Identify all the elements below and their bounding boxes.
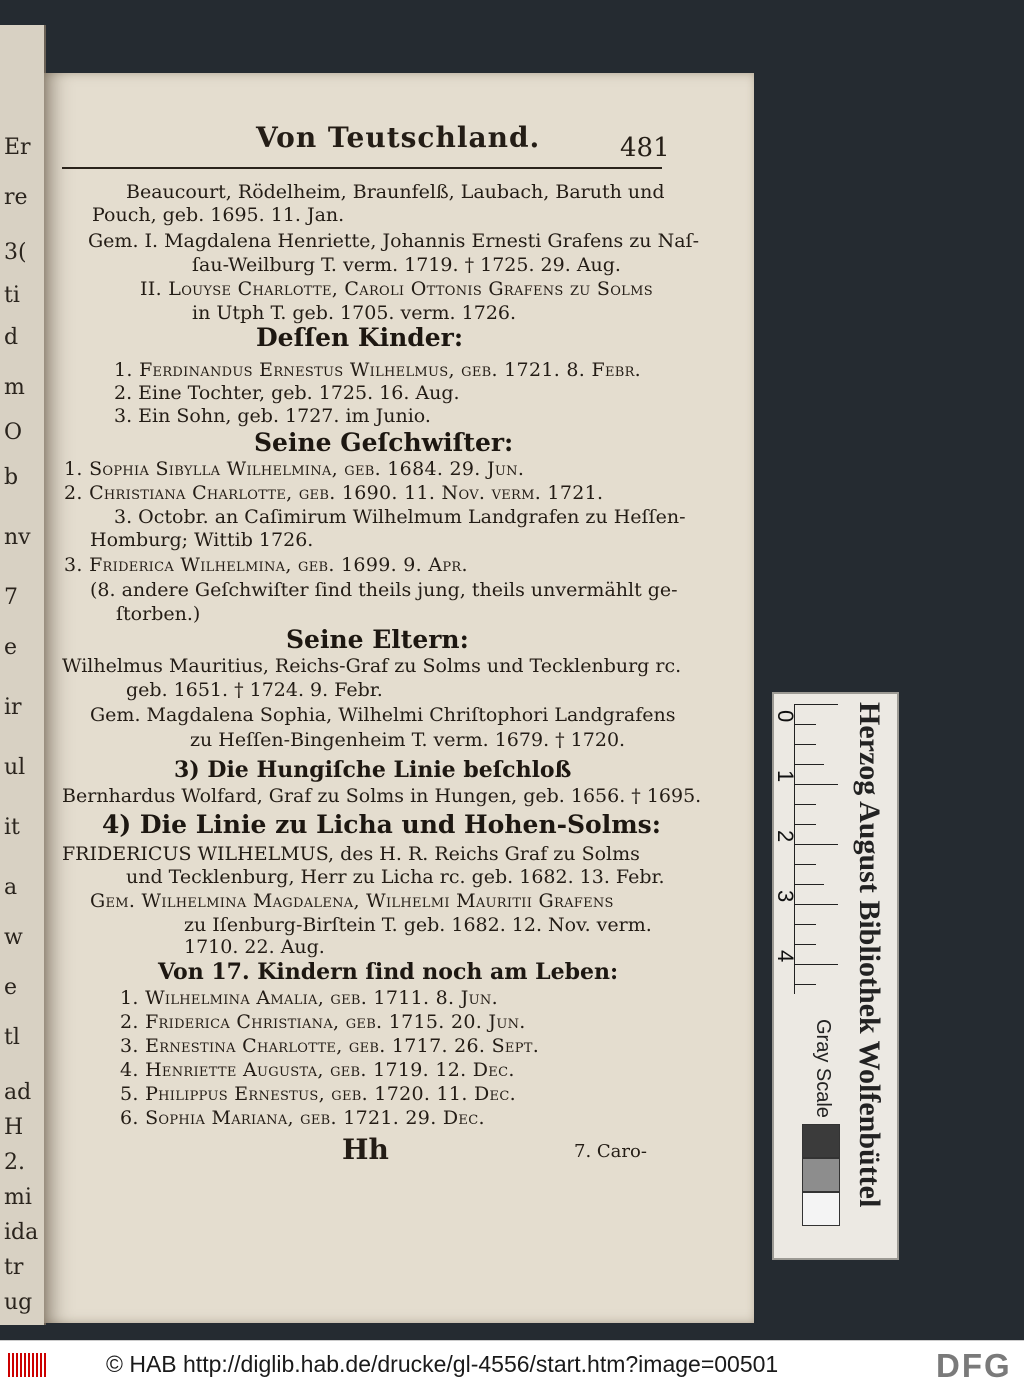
ruler-tick	[794, 764, 824, 765]
prev-page-fragment: b	[4, 465, 19, 490]
ruler-tick	[794, 924, 816, 925]
barcode-logo	[8, 1353, 48, 1377]
text-line: Gem. Magdalena Sophia, Wilhelmi Chriſtophori Landgrafens	[90, 704, 676, 726]
prev-page-fragment: ul	[4, 755, 26, 780]
prev-page-fragment: mi	[4, 1185, 32, 1210]
text-line: 3. Ein Sohn, geb. 1727. im Junio.	[114, 405, 431, 427]
text-line: 5. Philippus Ernestus, geb. 1720. 11. Dec.	[120, 1083, 516, 1105]
ruler-tick	[794, 804, 816, 805]
section-heading: Deſſen Kinder:	[256, 323, 464, 352]
text-line: Wilhelmus Mauritius, Reichs-Graf zu Solms und Tecklenburg rc.	[62, 655, 682, 677]
text-line: 2. Friderica Christiana, geb. 1715. 20. Jun.	[120, 1011, 526, 1033]
scale-ruler	[772, 692, 899, 1260]
text-line: zu Heſſen-Bingenheim T. verm. 1679. † 1720.	[190, 729, 626, 751]
prev-page-fragment: e	[4, 635, 18, 660]
text-line: Gem. I. Magdalena Henriette, Johannis Ernesti Grafens zu Naſ-	[88, 230, 699, 252]
ruler-tick	[794, 784, 838, 785]
prev-page-fragment: a	[4, 875, 18, 900]
section-heading: Seine Geſchwiſter:	[254, 428, 514, 457]
ruler-tick	[794, 864, 816, 865]
text-line: 3. Octobr. an Caſimirum Wilhelmum Landgrafen zu Heſſen-	[114, 506, 686, 528]
prev-page-fragment: ug	[4, 1290, 33, 1315]
text-line: zu Iſenburg-Birſtein T. geb. 1682. 12. Nov. verm.	[184, 914, 652, 936]
running-title: Von Teutschland.	[256, 121, 541, 154]
text-line: 4. Henriette Augusta, geb. 1719. 12. Dec.	[120, 1059, 515, 1081]
prev-page-fragment: 2.	[4, 1150, 25, 1175]
text-line: Homburg; Wittib 1726.	[90, 529, 314, 551]
section-heading: 3) Die Hungiſche Linie beſchloß	[174, 757, 572, 783]
ruler-tick	[794, 704, 838, 705]
catchword: 7. Caro-	[574, 1141, 647, 1162]
text-line: Pouch, geb. 1695. 11. Jan.	[92, 204, 345, 226]
prev-page-fragment: it	[4, 815, 20, 840]
prev-page-fragment: w	[4, 925, 23, 950]
book-page	[44, 73, 754, 1323]
text-line: in Utph T. geb. 1705. verm. 1726.	[192, 302, 517, 324]
text-line: 1. Ferdinandus Ernestus Wilhelmus, geb. 1721. 8. Febr.	[114, 359, 642, 381]
ruler-tick	[794, 964, 838, 965]
prev-page-fragment: nv	[4, 525, 31, 550]
text-line: 1. Sophia Sibylla Wilhelmina, geb. 1684. 29. Jun.	[64, 458, 525, 480]
signature-mark: Hh	[342, 1133, 389, 1166]
prev-page-fragment: ida	[4, 1220, 39, 1245]
prev-page-fragment: 7	[4, 585, 18, 610]
text-line: II. Louyse Charlotte, Caroli Ottonis Grafens zu Solms	[140, 278, 653, 300]
ruler-tick	[794, 724, 816, 725]
page-number: 481	[620, 133, 670, 163]
ruler-tick	[794, 844, 838, 845]
gray-scale-label: Gray Scale	[812, 1019, 834, 1118]
ruler-number: 3	[773, 890, 798, 903]
text-line: FRIDERICUS WILHELMUS, des H. R. Reichs Graf zu Solms	[62, 843, 640, 865]
prev-page-fragment: ad	[4, 1080, 32, 1105]
ruler-number: 4	[773, 950, 798, 963]
prev-page-fragment: re	[4, 185, 28, 210]
prev-page-fragment: ti	[4, 283, 20, 308]
text-line: Beaucourt, Rödelheim, Braunfelß, Laubach, Baruth und	[126, 181, 665, 203]
text-line: 1710. 22. Aug.	[184, 936, 325, 958]
text-line: (8. andere Geſchwiſter ſind theils jung, theils unvermählt ge-	[90, 579, 678, 601]
text-line: Bernhardus Wolfard, Graf zu Solms in Hungen, geb. 1656. † 1695.	[62, 785, 702, 807]
text-line: 3. Ernestina Charlotte, geb. 1717. 26. Sept.	[120, 1035, 540, 1057]
ruler-tick	[794, 824, 816, 825]
attribution-text: © HAB http://diglib.hab.de/drucke/gl-4556/start.htm?image=00501	[106, 1351, 779, 1377]
text-line: 2. Christiana Charlotte, geb. 1690. 11. Nov. verm. 1721.	[64, 482, 604, 504]
text-line: Gem. Wilhelmina Magdalena, Wilhelmi Mauritii Grafens	[90, 890, 614, 912]
prev-page-fragment: m	[4, 375, 25, 400]
header-rule	[62, 167, 662, 169]
prev-page-fragment: e	[4, 975, 18, 1000]
section-heading: Von 17. Kindern ſind noch am Leben:	[158, 959, 619, 985]
prev-page-fragment: d	[4, 325, 19, 350]
ruler-tick	[794, 944, 816, 945]
ruler-tick	[794, 904, 838, 905]
ruler-tick	[794, 884, 824, 885]
ruler-number: 1	[773, 770, 798, 783]
dfg-logo: DFG	[936, 1347, 1012, 1384]
prev-page-fragment: tr	[4, 1255, 24, 1280]
text-line: 2. Eine Tochter, geb. 1725. 16. Aug.	[114, 382, 460, 404]
gray-swatch-mid	[802, 1158, 840, 1192]
prev-page-fragment: Er	[4, 135, 31, 160]
text-line: und Tecklenburg, Herr zu Licha rc. geb. 1682. 13. Febr.	[126, 866, 665, 888]
prev-page-fragment: O	[4, 420, 23, 445]
gray-swatch-light	[802, 1192, 840, 1226]
text-line: 6. Sophia Mariana, geb. 1721. 29. Dec.	[120, 1107, 485, 1129]
prev-page-fragment: ir	[4, 695, 22, 720]
text-line: 1. Wilhelmina Amalia, geb. 1711. 8. Jun.	[120, 987, 498, 1009]
text-line: ſtorben.)	[116, 603, 201, 625]
text-line: geb. 1651. † 1724. 9. Febr.	[126, 679, 383, 701]
prev-page-fragment: tl	[4, 1025, 20, 1050]
ruler-number: 0	[773, 710, 798, 723]
text-line: ſau-Weilburg T. verm. 1719. † 1725. 29. Aug.	[192, 254, 621, 276]
previous-page-edge	[0, 25, 46, 1325]
footer-bar	[0, 1340, 1024, 1388]
ruler-number: 2	[773, 830, 798, 843]
section-heading: Seine Eltern:	[286, 625, 469, 654]
library-label: Herzog August Bibliothek Wolfenbüttel	[853, 702, 886, 1208]
prev-page-fragment: H	[4, 1115, 24, 1140]
section-heading: 4) Die Linie zu Licha und Hohen-Solms:	[102, 810, 661, 839]
gray-swatch-dark	[802, 1124, 840, 1158]
ruler-tick	[794, 744, 816, 745]
text-line: 3. Friderica Wilhelmina, geb. 1699. 9. Apr.	[64, 554, 468, 576]
prev-page-fragment: 3(	[4, 240, 27, 265]
ruler-tick	[794, 984, 816, 985]
